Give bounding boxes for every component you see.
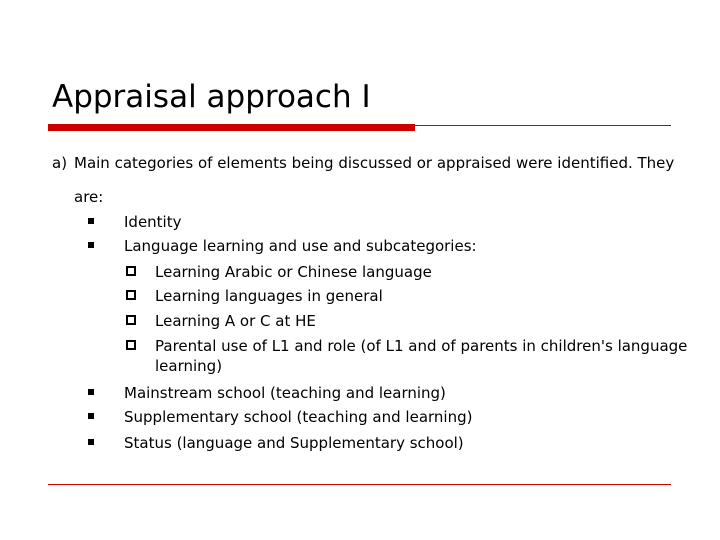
sub-item-parental-use-cont: learning) <box>155 357 223 375</box>
sub-item-parental-use: Parental use of L1 and role (of L1 and of parents in children's language <box>155 337 688 355</box>
sub-item-a-or-c: Learning A or C at HE <box>155 312 316 330</box>
square-bullet-icon <box>88 242 94 248</box>
square-bullet-icon <box>88 439 94 445</box>
bullet-item-language-learning: Language learning and use and subcategories: <box>124 237 477 255</box>
square-bullet-icon <box>88 218 94 224</box>
bottom-divider <box>48 484 671 485</box>
title-underline-thin <box>415 125 671 126</box>
bullet-item-mainstream-school: Mainstream school (teaching and learning) <box>124 384 446 402</box>
hollow-square-icon <box>126 266 136 276</box>
sub-item-arabic-chinese: Learning Arabic or Chinese language <box>155 263 432 281</box>
hollow-square-icon <box>126 290 136 300</box>
list-marker: a) <box>52 154 68 172</box>
intro-text-line-1: Main categories of elements being discussed or appraised were identified. They <box>74 154 675 172</box>
slide-title: Appraisal approach I <box>52 79 371 115</box>
bullet-item-status: Status (language and Supplementary school) <box>124 434 464 452</box>
square-bullet-icon <box>88 389 94 395</box>
intro-text-line-2: are: <box>74 188 104 206</box>
hollow-square-icon <box>126 340 136 350</box>
title-underline-thick <box>48 124 415 131</box>
bullet-item-supplementary-school: Supplementary school (teaching and learning) <box>124 408 473 426</box>
hollow-square-icon <box>126 315 136 325</box>
square-bullet-icon <box>88 413 94 419</box>
bullet-item-identity: Identity <box>124 213 182 231</box>
sub-item-languages-general: Learning languages in general <box>155 287 383 305</box>
